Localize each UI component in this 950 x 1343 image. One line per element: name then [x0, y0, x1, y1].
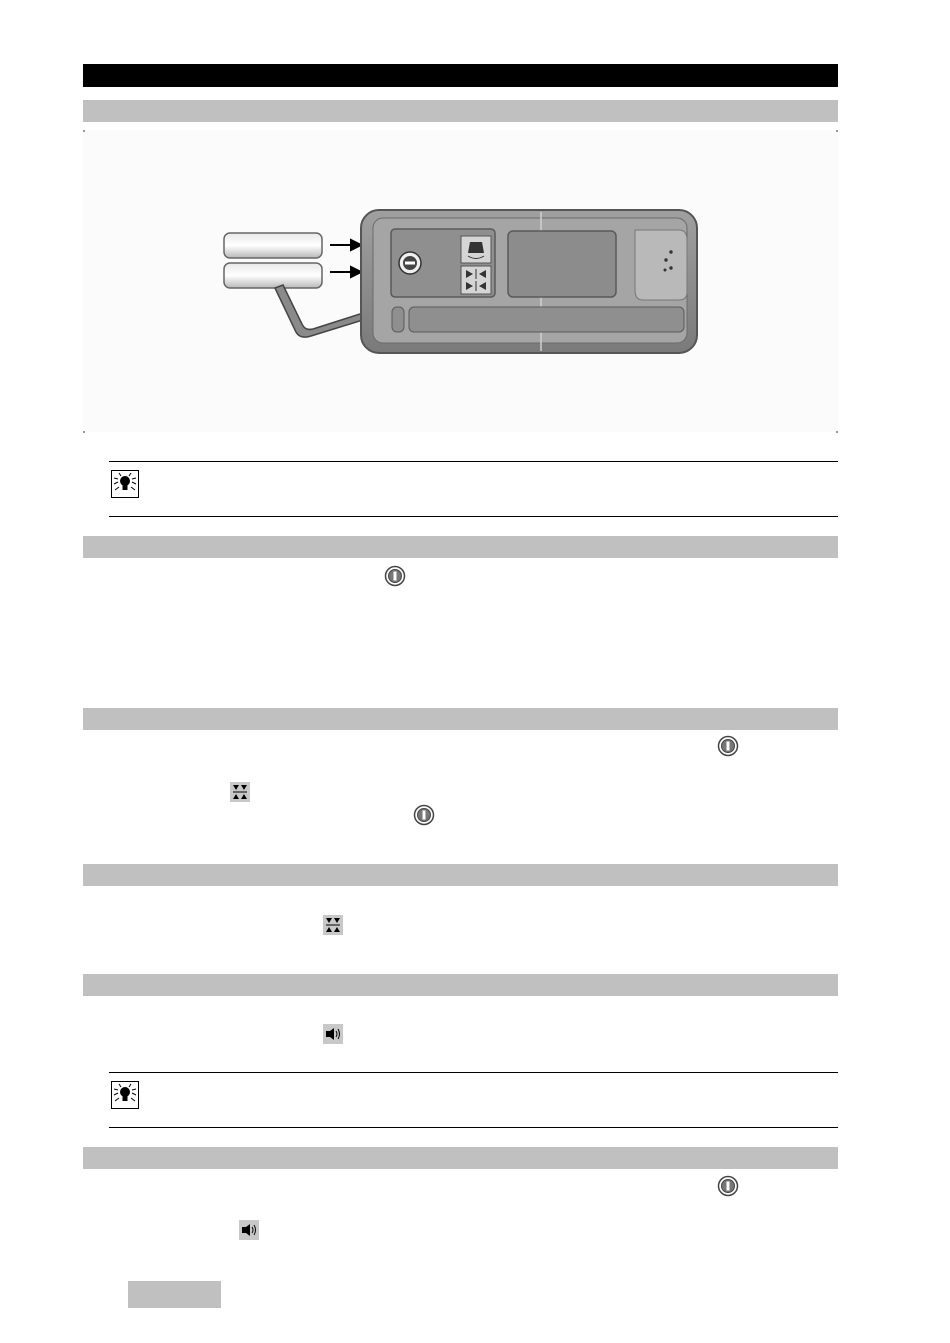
arrow-right-icon	[330, 240, 361, 277]
speaker-icon	[239, 1220, 259, 1240]
header-bar	[83, 64, 838, 87]
lightbulb-tip-icon	[111, 470, 139, 498]
figure-corner-mark	[836, 130, 838, 132]
lightbulb-tip-icon	[111, 1081, 139, 1109]
device-illustration	[83, 130, 838, 432]
figure-corner-mark	[83, 431, 85, 433]
power-button-icon	[717, 1175, 739, 1197]
battery-icon	[224, 233, 322, 288]
bell-sound-icon	[461, 236, 491, 263]
note-top-rule	[109, 1072, 838, 1073]
power-button-icon	[413, 804, 435, 826]
speaker-icon	[323, 1024, 343, 1044]
power-button-icon	[384, 565, 406, 587]
mode-arrows-icon	[323, 915, 343, 935]
figure-corner-mark	[836, 431, 838, 433]
note-top-rule	[109, 461, 838, 462]
section-heading-battery-installation	[83, 100, 838, 122]
power-button-icon	[717, 735, 739, 757]
page-tab	[128, 1281, 221, 1308]
note-bottom-rule	[109, 516, 838, 517]
device-battery-figure	[83, 130, 838, 432]
section-heading-sound	[83, 974, 838, 996]
section-heading-power-on	[83, 536, 838, 558]
section-heading-operation	[83, 708, 838, 730]
mode-arrows-icon	[230, 782, 250, 802]
note-bottom-rule	[109, 1127, 838, 1128]
figure-corner-mark	[83, 130, 85, 132]
section-heading-sound-off	[83, 1147, 838, 1169]
section-heading-spacing-mode	[83, 864, 838, 886]
power-button-icon	[399, 252, 421, 274]
stud-center-icon	[461, 266, 491, 294]
